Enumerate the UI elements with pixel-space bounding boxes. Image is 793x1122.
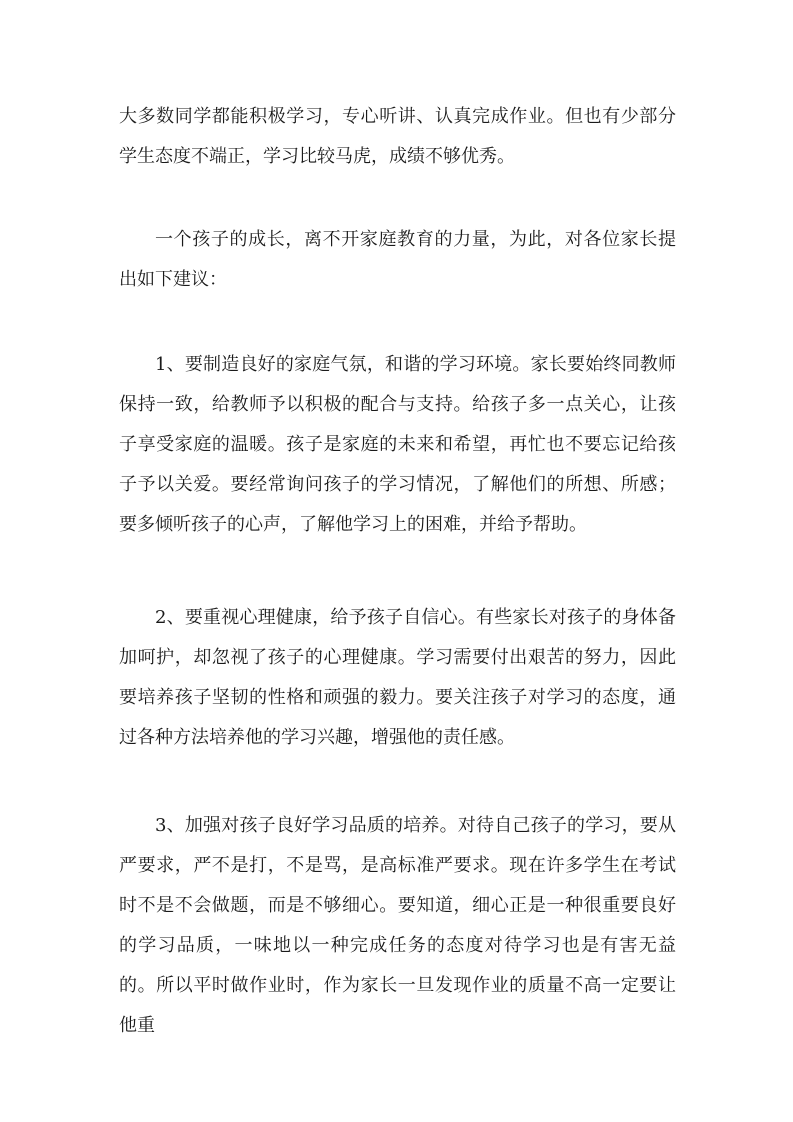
paragraph-intro-continuation: 大多数同学都能积极学习，专心听讲、认真完成作业。但也有少部分学生态度不端正，学习比较马虎，成绩不够优秀。 <box>119 106 676 167</box>
paragraph-suggestion-3: 3、加强对孩子良好学习品质的培养。对待自己孩子的学习，要从严要求，严不是打，不是骂，是高标准严要求。现在许多学生在考试时不是不会做题，而是不够细心。要知道，细心正是一种很重要良好的学习品质，一味地以一种完成任务的态度对待学习也是有害无益的。所以平时做作业时，作为家长一旦发现作业的质量不高一定要让他重 <box>119 815 676 1036</box>
paragraph-suggestion-2: 2、要重视心理健康，给予孩子自信心。有些家长对孩子的身体备加呵护，却忽视了孩子的心理健康。学习需要付出艰苦的努力，因此要培养孩子坚韧的性格和顽强的毅力。要关注孩子对学习的态度，通过各种方法培养他的学习兴趣，增强他的责任感。 <box>119 607 676 748</box>
paragraph-suggestion-1: 1、要制造良好的家庭气氛，和谐的学习环境。家长要始终同教师保持一致，给教师予以积极的配合与支持。给孩子多一点关心，让孩子享受家庭的温暖。孩子是家庭的未来和希望，再忙也不要忘记给孩子予以关爱。要经常询问孩子的学习情况，了解他们的所想、所感；要多倾听孩子的心声，了解他学习上的困难，并给予帮助。 <box>119 354 676 535</box>
paragraph-family-education: 一个孩子的成长，离不开家庭教育的力量，为此，对各位家长提出如下建议： <box>119 229 676 290</box>
